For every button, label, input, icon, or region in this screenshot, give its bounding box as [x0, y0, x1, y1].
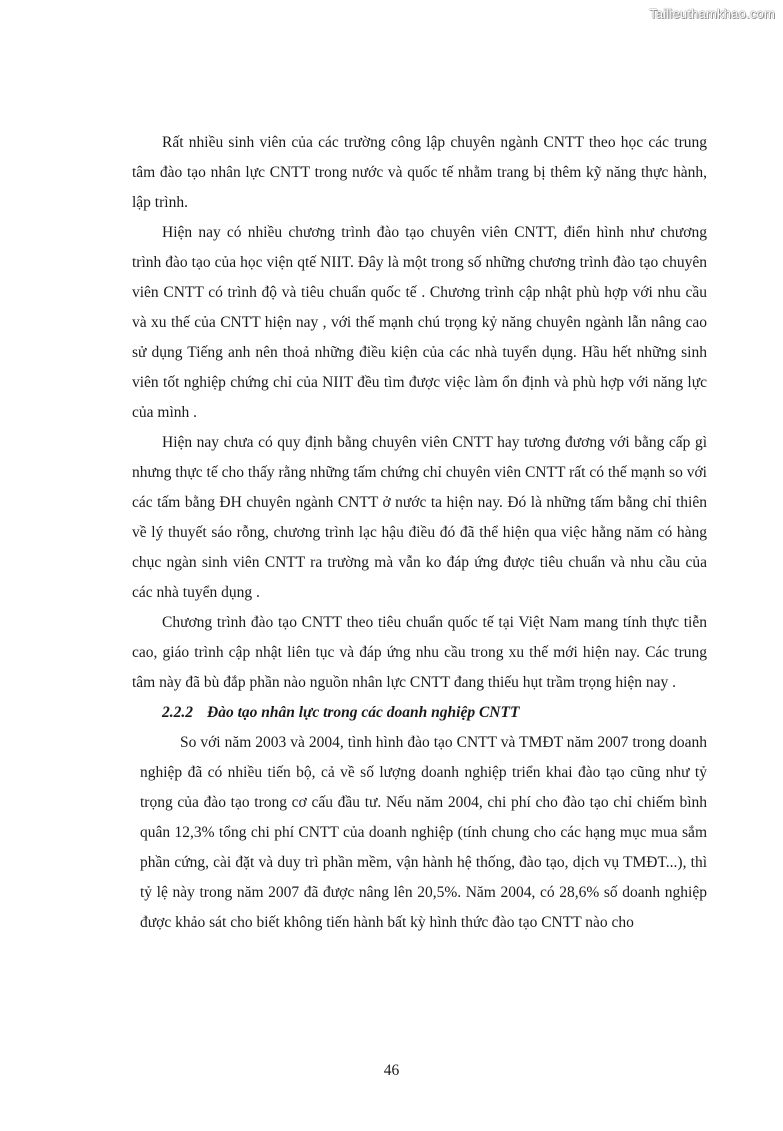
paragraph-3: Hiện nay chưa có quy định bằng chuyên viên CNTT hay tương đương với bằng cấp gì nhưng thực tế cho thấy rằng những tấm chứng chỉ chuyên viên CNTT rất có thế mạnh so với các tấm bằng ĐH chuyên ngành CNTT ở nước ta hiện nay. Đó là những tấm bằng chỉ thiên về lý thuyết sáo rỗng, chương trình lạc hậu điều đó đã thể hiện qua việc hằng năm có hàng chục ngàn sinh viên CNTT ra trường mà vẫn ko đáp ứng được tiêu chuẩn và nhu cầu của các nhà tuyển dụng .	[132, 434, 707, 601]
section-title: Đào tạo nhân lực trong các doanh nghiệp CNTT	[207, 704, 520, 721]
page-number: 46	[383, 1062, 400, 1079]
document-body	[132, 128, 707, 938]
section-paragraph: So với năm 2003 và 2004, tình hình đào tạo CNTT và TMĐT năm 2007 trong doanh nghiệp đã có nhiều tiến bộ, cả về số lượng doanh nghiệp triển khai đào tạo cũng như tỷ trọng của đào tạo trong cơ cấu đầu tư. Nếu năm 2004, chi phí cho đào tạo chỉ chiếm bình quân 12,3% tổng chi phí CNTT của doanh nghiệp (tính chung cho các hạng mục mua sắm phần cứng, cài đặt và duy trì phần mềm, vận hành hệ thống, đào tạo, dịch vụ TMĐT...), thì tỷ lệ này trong năm 2007 đã được nâng lên 20,5%. Năm 2004, có 28,6% số doanh nghiệp được khảo sát cho biết không tiến hành bất kỳ hình thức đào tạo CNTT nào cho	[140, 734, 707, 931]
paragraph-4: Chương trình đào tạo CNTT theo tiêu chuẩn quốc tế tại Việt Nam mang tính thực tiễn cao, giáo trình cập nhật liên tục và đáp ứng nhu cầu trong xu thế mới hiện nay. Các trung tâm này đã bù đắp phần nào nguồn nhân lực CNTT đang thiếu hụt trầm trọng hiện nay .	[132, 614, 707, 691]
paragraph-2: Hiện nay có nhiều chương trình đào tạo chuyên viên CNTT, điển hình như chương trình đào tạo của học viện qtế NIIT. Đây là một trong số những chương trình đào tạo chuyên viên CNTT có trình độ và tiêu chuẩn quốc tế . Chương trình cập nhật phù hợp với nhu cầu và xu thế của CNTT hiện nay , với thế mạnh chú trọng kỷ năng chuyên ngành lẫn nâng cao sử dụng Tiếng anh nên thoả những điều kiện của các nhà tuyển dụng. Hầu hết những sinh viên tốt nghiệp chứng chỉ của NIIT đều tìm được việc làm ổn định và phù hợp với năng lực của mình .	[132, 224, 707, 421]
section-number: 2.2.2	[162, 704, 193, 721]
watermark: Tailieuthamkhao.com	[649, 6, 775, 21]
paragraph-1: Rất nhiều sinh viên của các trường công lập chuyên ngành CNTT theo học các trung tâm đào tạo nhân lực CNTT trong nước và quốc tế nhằm trang bị thêm kỹ năng thực hành, lập trình.	[132, 134, 707, 211]
section-heading	[132, 698, 707, 728]
